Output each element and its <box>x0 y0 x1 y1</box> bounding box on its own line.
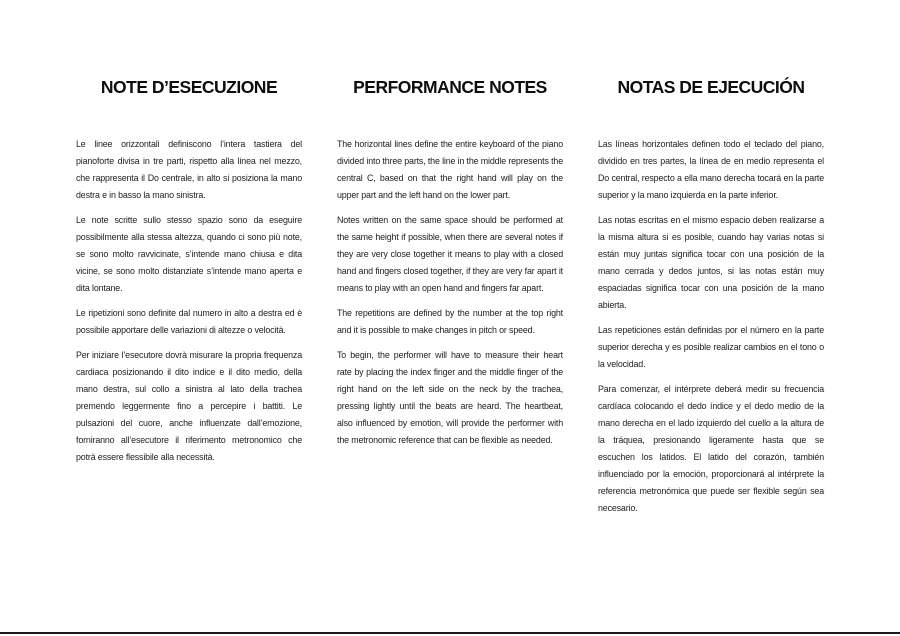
english-paragraph-4: To begin, the performer will have to measure their heart rate by placing the index finger and the middle finger of the right hand on the left side on the neck by the trachea, pressing lightly until the beats are heard. The heartbeat, also influenced by emotion, will provide the performer with the metronomic reference that can be flexible as needed. <box>337 350 563 445</box>
page-bottom-border <box>0 632 900 634</box>
spanish-body <box>598 136 824 517</box>
english-paragraph-2: Notes written on the same space should be performed at the same height if possible, when there are several notes if they are very close together it means to play with a closed hand and fingers closed together, if they are very far apart it means to play with an open hand and fingers far apart. <box>337 215 563 293</box>
english-body <box>337 136 563 449</box>
italian-paragraph-3: Le ripetizioni sono definite dal numero in alto a destra ed è possibile apportare delle variazioni di altezze o velocità. <box>76 308 302 335</box>
italian-paragraph-4: Per iniziare l’esecutore dovrà misurare la propria frequenza cardiaca posizionando il dito indice e il dito medio, della mano destra, sul collo a sinistra al lato della trachea premendo leggermente fino a percepire i battiti. Le pulsazioni del cuore, anche influenzate dall’emozione, forniranno all’esecutore il riferimento metronomico che potrà essere flessibile alla necessità. <box>76 350 302 462</box>
italian-paragraph-1: Le linee orizzontali definiscono l’intera tastiera del pianoforte divisa in tre parti, rispetto alla linea nel mezzo, che rappresenta il Do centrale, in alto si posiziona la mano destra e in basso la mano sinistra. <box>76 139 302 200</box>
english-paragraph-3: The repetitions are defined by the number at the top right and it is possible to make changes in pitch or speed. <box>337 308 563 335</box>
spanish-paragraph-1: Las líneas horizontales definen todo el teclado del piano, dividido en tres partes, la línea de en medio representa el Do central, respecto a ella mano derecha tocará en la parte superior y la mano izquierda en la parte inferior. <box>598 139 824 200</box>
italian-body <box>76 136 302 466</box>
spanish-paragraph-4: Para comenzar, el intérprete deberá medir su frecuencia cardíaca colocando el dedo índice y el dedo medio de la mano derecha en el lado izquierdo del cuello a la altura de la tráquea, presionando ligeramente hasta que se escuchen los latidos. El latido del corazón, también influenciado por la emoción, proporcionará al intérprete la referencia metronómica que puede ser flexible según sea necesario. <box>598 384 824 513</box>
english-column <box>337 74 563 457</box>
spanish-title: NOTAS DE EJECUCIÓN <box>617 77 805 97</box>
spanish-paragraph-2: Las notas escritas en el mismo espacio deben realizarse a la misma altura si es posible, cuando hay varias notas si están muy juntas significa tocar con una posición de la mano cerrada y dedos juntos, si las notas están muy espaciadas significa tocar con una posición de la mano abierta. <box>598 215 824 310</box>
italian-column <box>76 74 302 474</box>
italian-paragraph-2: Le note scritte sullo stesso spazio sono da eseguire possibilmente alla stessa altezza, quando ci sono più note, se sono molto ravvicinate, s’intende mano chiusa e dita vicine, se sono molto distanziate s’intende mano aperta e dita lontane. <box>76 215 302 293</box>
english-title: PERFORMANCE NOTES <box>353 77 547 97</box>
italian-title: NOTE D’ESECUZIONE <box>100 77 278 97</box>
spanish-paragraph-3: Las repeticiones están definidas por el número en la parte superior derecha y es posible realizar cambios en el tono o la velocidad. <box>598 325 824 369</box>
english-paragraph-1: The horizontal lines define the entire keyboard of the piano divided into three parts, the line in the middle represents the central C, based on that the right hand will play on the upper part and the left hand on the lower part. <box>337 139 563 200</box>
spanish-column <box>598 74 824 525</box>
